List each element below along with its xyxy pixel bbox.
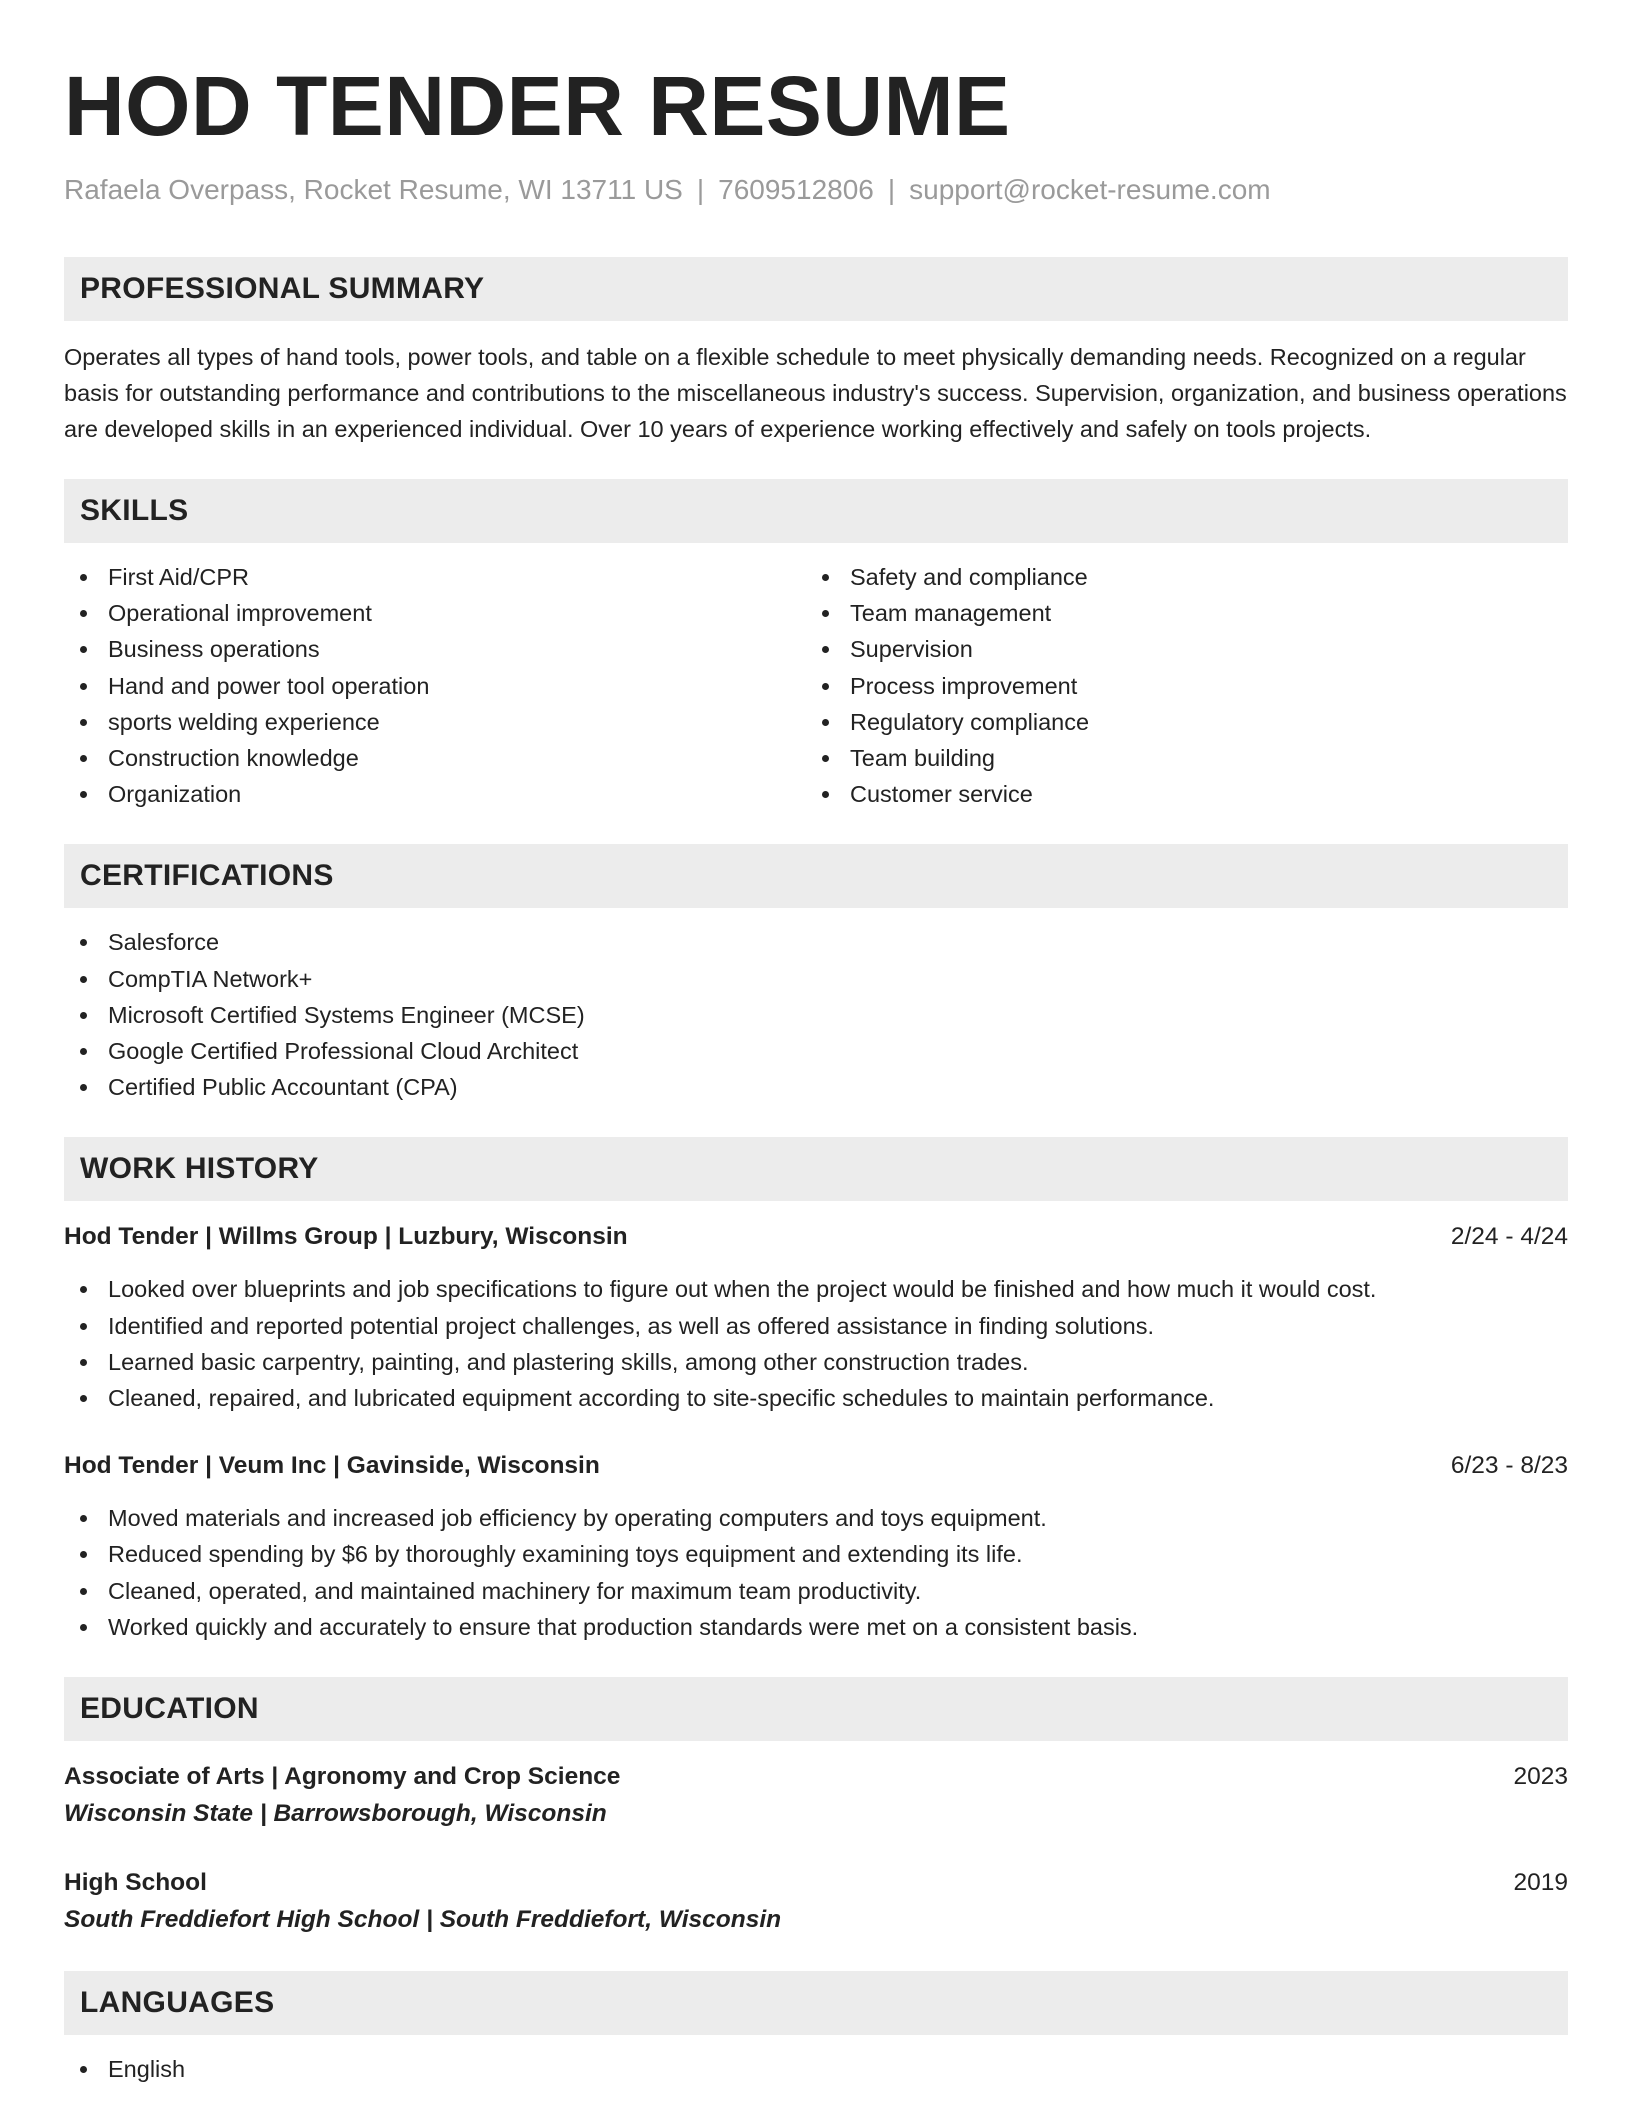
list-item: Reduced spending by $6 by thoroughly examining toys equipment and extending its life. <box>64 1536 1568 1572</box>
summary-text: Operates all types of hand tools, power tools, and table on a flexible schedule to meet physically demanding needs. Recognized on a regular basis for outstanding performance and contributions to the miscellaneous industry's success. Supervision, organization, and business operations are developed skills in an experienced individual. Over 10 years of experience working effectively and safely on tools projects. <box>64 344 1567 442</box>
contact-line <box>64 174 1568 206</box>
list-item: English <box>64 2051 1568 2087</box>
section-header-skills <box>64 479 1568 543</box>
section-title: CERTIFICATIONS <box>80 859 334 893</box>
contact-email: support@rocket-resume.com <box>909 174 1271 205</box>
list-item: Salesforce <box>64 924 1568 960</box>
section-header-education <box>64 1677 1568 1741</box>
education-year: 2019 <box>1513 1869 1568 1897</box>
list-item: Business operations <box>64 631 806 667</box>
languages-list <box>64 2051 1568 2087</box>
section-header-work-history <box>64 1137 1568 1201</box>
job-dates: 6/23 - 8/23 <box>1450 1452 1568 1480</box>
list-item: Worked quickly and accurately to ensure that production standards were met on a consistent basis. <box>64 1609 1568 1645</box>
education-degree: High School <box>64 1869 207 1897</box>
list-item: Microsoft Certified Systems Engineer (MCSE) <box>64 997 1568 1033</box>
list-item: First Aid/CPR <box>64 559 806 595</box>
education-school: South Freddiefort High School | South Freddiefort, Wisconsin <box>64 1906 782 1934</box>
section-header-languages <box>64 1971 1568 2035</box>
list-item: Google Certified Professional Cloud Architect <box>64 1033 1568 1069</box>
list-item: Hand and power tool operation <box>64 668 806 704</box>
list-item: Team management <box>806 595 1548 631</box>
education-header <box>64 1759 1568 1795</box>
job-title: Hod Tender | Veum Inc | Gavinside, Wisconsin <box>64 1452 600 1480</box>
resume-title: HOD TENDER RESUME <box>64 59 1011 153</box>
section-title: PROFESSIONAL SUMMARY <box>80 272 485 305</box>
list-item: Safety and compliance <box>806 559 1548 595</box>
list-item: CompTIA Network+ <box>64 961 1568 997</box>
list-item: Construction knowledge <box>64 740 806 776</box>
list-item: Organization <box>64 776 806 812</box>
skills-list-left <box>64 559 806 812</box>
resume-page <box>64 0 1568 2112</box>
list-item: Operational improvement <box>64 595 806 631</box>
list-item: Certified Public Accountant (CPA) <box>64 1069 1568 1105</box>
education-header <box>64 1865 1568 1901</box>
job-title: Hod Tender | Willms Group | Luzbury, Wisconsin <box>64 1223 628 1251</box>
job-header <box>64 1448 1568 1484</box>
contact-address: Rafaela Overpass, Rocket Resume, WI 13711 US <box>64 174 683 205</box>
list-item: Looked over blueprints and job specifications to figure out when the project would be finished and how much it would cost. <box>64 1271 1568 1307</box>
section-header-certifications <box>64 844 1568 908</box>
list-item: Identified and reported potential project challenges, as well as offered assistance in finding solutions. <box>64 1308 1568 1344</box>
section-title: EDUCATION <box>80 1692 259 1726</box>
list-item: sports welding experience <box>64 704 806 740</box>
list-item: Team building <box>806 740 1548 776</box>
list-item: Process improvement <box>806 668 1548 704</box>
list-item: Cleaned, operated, and maintained machinery for maximum team productivity. <box>64 1573 1568 1609</box>
section-header-summary <box>64 257 1568 321</box>
section-title: LANGUAGES <box>80 1986 275 2020</box>
job-header <box>64 1219 1568 1255</box>
certifications-list <box>64 924 1568 1105</box>
education-year: 2023 <box>1513 1763 1568 1791</box>
contact-separator: | <box>696 174 705 205</box>
section-title: WORK HISTORY <box>80 1152 319 1186</box>
skills-list-right <box>806 559 1548 812</box>
list-item: Learned basic carpentry, painting, and plastering skills, among other construction trades. <box>64 1344 1568 1380</box>
contact-separator: | <box>887 174 896 205</box>
skills-columns <box>64 559 1568 812</box>
education-degree: Associate of Arts | Agronomy and Crop Science <box>64 1763 621 1791</box>
education-school: Wisconsin State | Barrowsborough, Wisconsin <box>64 1800 607 1828</box>
contact-phone: 7609512806 <box>718 174 874 205</box>
list-item: Customer service <box>806 776 1548 812</box>
list-item: Cleaned, repaired, and lubricated equipment according to site-specific schedules to maintain performance. <box>64 1380 1568 1416</box>
list-item: Supervision <box>806 631 1548 667</box>
job-bullets <box>64 1271 1568 1416</box>
job-bullets <box>64 1500 1568 1645</box>
list-item: Moved materials and increased job efficiency by operating computers and toys equipment. <box>64 1500 1568 1536</box>
job-dates: 2/24 - 4/24 <box>1450 1223 1568 1251</box>
list-item: Regulatory compliance <box>806 704 1548 740</box>
section-title: SKILLS <box>80 494 189 527</box>
